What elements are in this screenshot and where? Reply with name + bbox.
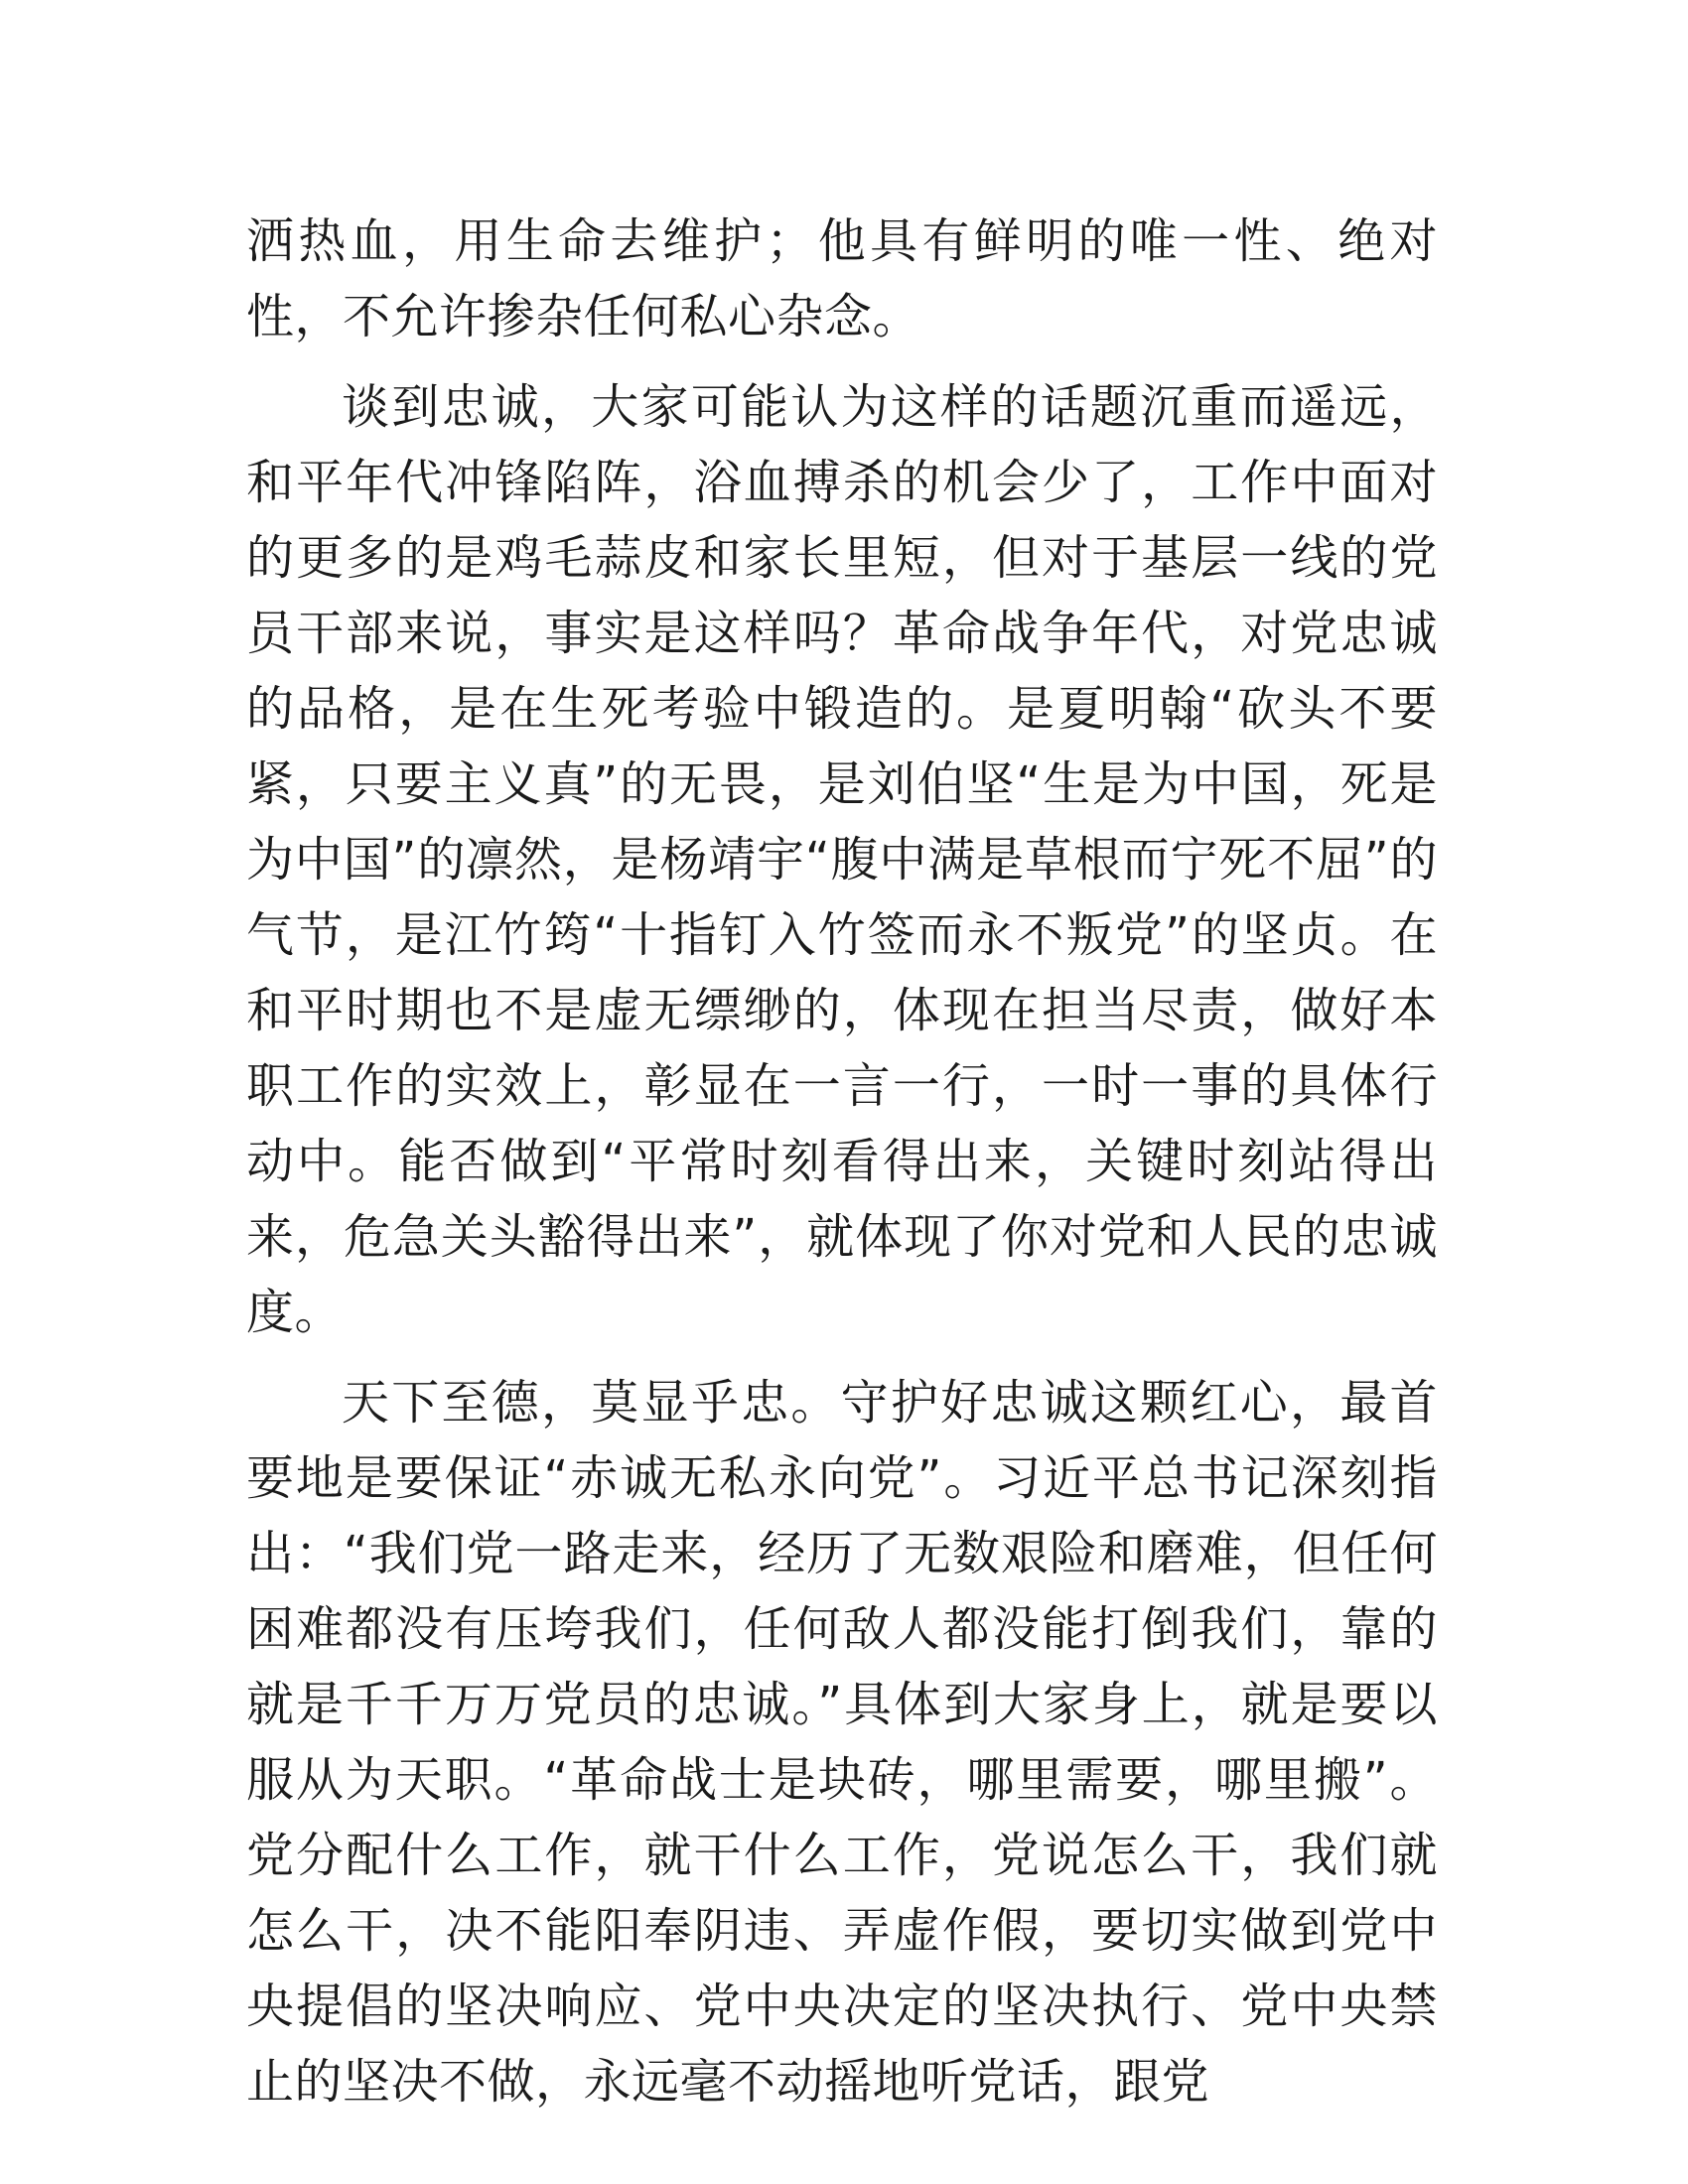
- paragraph-3: 天下至德，莫显乎忠。守护好忠诚这颗红心，最首要地是要保证“赤诚无私永向党”。习近平总书记深刻指出：“我们党一路走来，经历了无数艰险和磨难，但任何困难都没有压垮我们，任何敌人都没能打倒我们，靠的就是千千万万党员的忠诚。”具体到大家身上，就是要以服从为天职。“革命战士是块砖，哪里需要，哪里搬”。党分配什么工作，就干什么工作，党说怎么干，我们就怎么干，决不能阳奉阴违、弄虚作假，要切实做到党中央提倡的坚决响应、党中央决定的坚决执行、党中央禁止的坚决不做，永远毫不动摇地听党话，跟党: [246, 1375, 1438, 2110]
- paragraph-2: 谈到忠诚，大家可能认为这样的话题沉重而遥远，和平年代冲锋陷阵，浴血搏杀的机会少了，工作中面对的更多的是鸡毛蒜皮和家长里短，但对于基层一线的党员干部来说，事实是这样吗？革命战争年代，对党忠诚的品格，是在生死考验中锻造的。是夏明翰“砍头不要紧，只要主义真”的无畏，是刘伯坚“生是为中国，死是为中国”的凛然，是杨靖宇“腹中满是草根而宁死不屈”的气节，是江竹筠“十指钉入竹签而永不叛党”的坚贞。在和平时期也不是虚无缥缈的，体现在担当尽责，做好本职工作的实效上，彰显在一言一行，一时一事的具体行动中。能否做到“平常时刻看得出来，关键时刻站得出来，危急关头豁得出来”，就体现了你对党和人民的忠诚度。: [246, 379, 1438, 1340]
- paragraph-1: 洒热血，用生命去维护；他具有鲜明的唯一性、绝对性，不允许掺杂任何私心杂念。: [246, 213, 1438, 344]
- document-page: [246, 204, 1438, 2134]
